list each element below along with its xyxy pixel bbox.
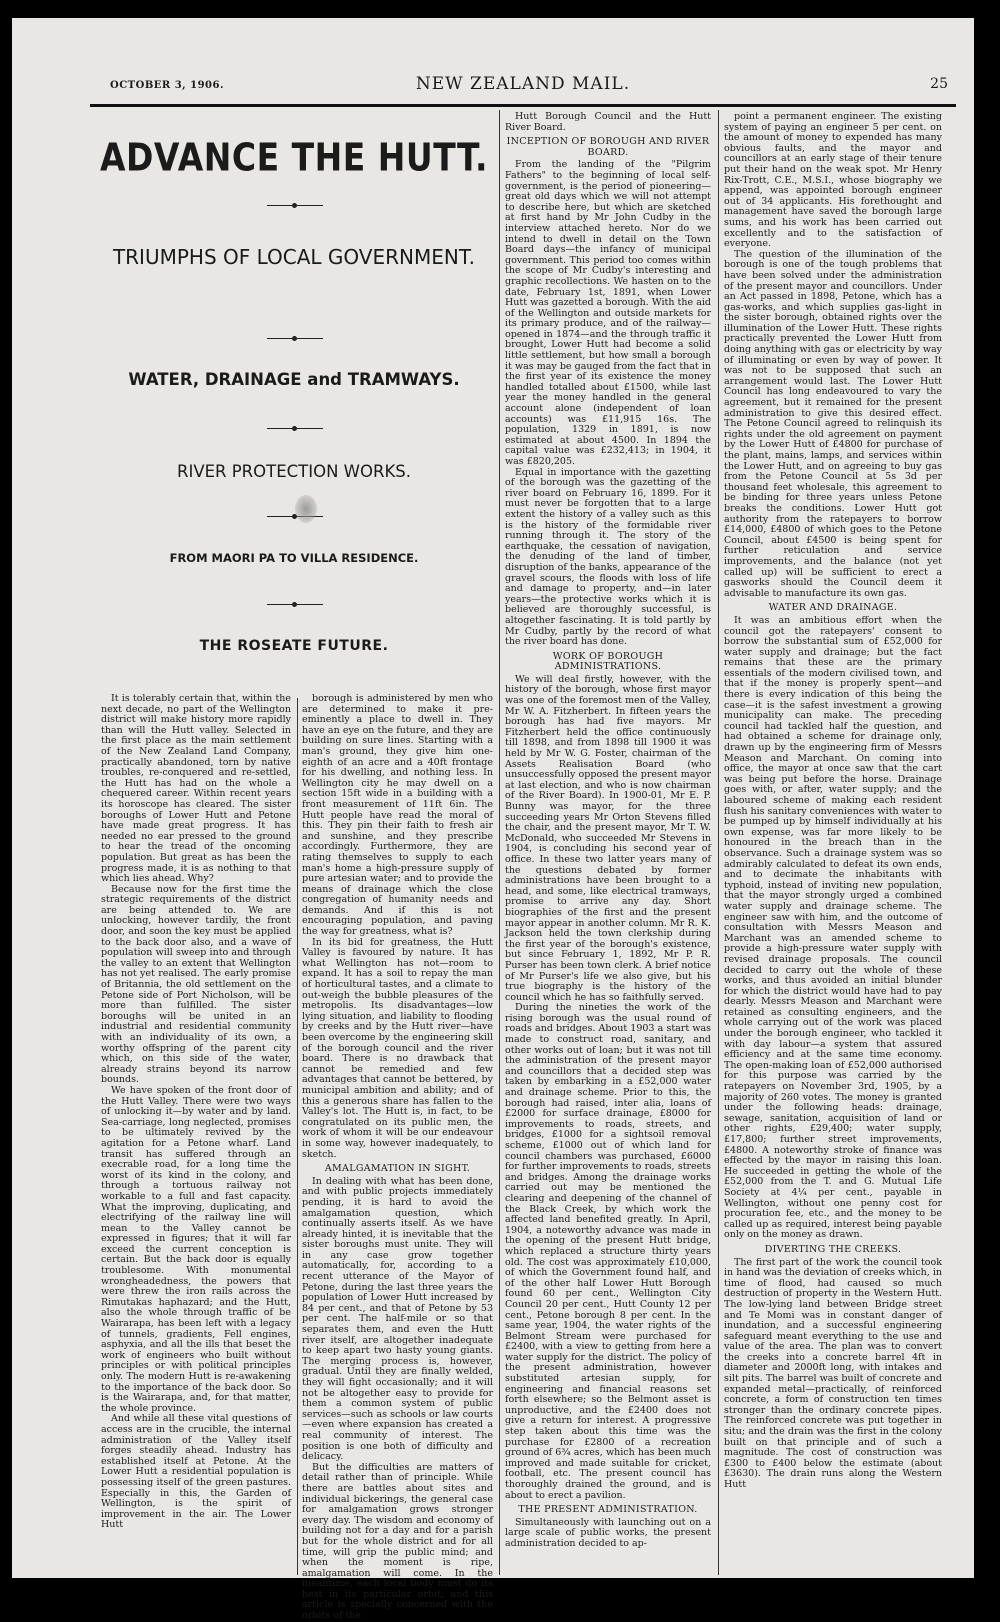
separator-ornament: [267, 205, 323, 206]
paragraph: Simultaneously with launching out on a large scale of public works, the present administration decided to ap-: [505, 1516, 711, 1549]
paragraph: We will deal firstly, however, with the history of the borough, whose first mayor was one of the foremost men of the Valley, Mr W. A. Fitzherbert. In fifteen years the borough has had five mayors. Mr Fitzherbert held the office continuously till 1898, and from 1898 till 1900 it was held by Mr W. G. Foster, chairman of the Assets Realisation Board (who unsuccessfully opposed the present mayor at last election, and who is now chairman of the River Board). In 1900-01, Mr E. P. Bunny was mayor, for the three succeeding years Mr Orton Stevens filled the chair, and the present mayor, Mr T. W. McDonald, who succeeded Mr Stevens in 1904, is concluding his second year of office. In these two latter years many of the questions debated by former administrations have been brought to a head, and some, like electrical tramways, promise to arrive any day. Short biographies of the first and the present mayor appear in another column. Mr R. K. Jackson held the town clerkship during the first year of the borough's existence, but since February 1, 1892, Mr P. R. Purser has been town clerk. A brief notice of Mr Purser's life we also give, but his true biography is the history of the council which he has so faithfully served.: [505, 673, 711, 1003]
paragraph: point a permanent engineer. The existing system of paying an engineer 5 per cent. on the amount of money to expended has many obvious faults, and the mayor and councillors at an early stage of their tenure put their hand on the weak spot. Mr Henry Rix-Trott, C.E., M.S.I., whose biography we append, was appointed borough engineer out of 34 applicants. His forethought and management have saved the borough large sums, and his work has been carried out excellently and to the satisfaction of everyone.: [724, 111, 942, 250]
separator-ornament: [267, 338, 323, 339]
article-column-4: [724, 112, 942, 1572]
subheadline-maori-pa: FROM MAORI PA TO VILLA RESIDENCE.: [169, 551, 419, 565]
section-heading: DIVERTING THE CREEKS.: [764, 1243, 902, 1255]
page-number: 25: [930, 76, 948, 92]
section-heading: INCEPTION OF BOROUGH AND RIVER BOARD.: [506, 136, 710, 158]
separator-ornament: [267, 604, 323, 605]
newspaper-page: [12, 18, 974, 1622]
subheadline-local-government: TRIUMPHS OF LOCAL GOVERNMENT.: [112, 245, 476, 269]
paragraph: Hutt Borough Council and the Hutt River Board.: [505, 111, 711, 133]
subheadline-roseate-future: THE ROSEATE FUTURE.: [199, 638, 389, 654]
subheadline-water-drainage: WATER, DRAINAGE and TRAMWAYS.: [128, 370, 460, 389]
paragraph: borough is administered by men who are determined to make it pre-eminently a place to dwell in. They have an eye on the future, and they are building on sure lines. Starting with a man's ground, they give him one-eighth of an acre and a 40ft frontage for his dwelling, and nothing less. In Wellington city he may dwell on a section 15ft wide in a building with a front measurement of 11ft 6in. The Hutt people have read the moral of this. They pin their faith to fresh air and sunshine, and they prescribe accordingly. Furthermore, they are rating themselves to supply to each man's home a high-pressure supply of pure artesian water; and to provide the means of drainage which the close congregation of humanity needs and demands. And if this is not encouraging population, and paving the way for greatness, what is?: [302, 693, 493, 938]
article-column-3: [505, 112, 711, 1572]
paragraph: We have spoken of the front door of the Hutt Valley. There were two ways of unlocking it—by water and by land. Sea-carriage, long neglected, promises to be ultimately revived by the agitation for a Petone wharf. Land transit has suffered through an execrable road, for a long time the worst of its kind in the colony, and through a tortuous railway not workable to a full and fast capacity. What the improving, duplicating, and electrifying of the railway line will mean to the Valley cannot be expressed in figures; that it will far exceed the current conception is certain. But the back door is equally troublesome. With monumental wrongheadedness, the powers that were threw the iron rails across the Rimutakas haphazard; and the Hutt, also the whole through traffic of be Wairarapa, has been left with a legacy of tunnels, gradients, Fell engines, asphyxia, and all the ills that beset the work of engineers who built without principles or with political principles only. The modern Hutt is re-awakening to the importance of the back door. So is the Wairarapa, and, for that matter, the whole province.: [101, 1084, 291, 1414]
paragraph: But the difficulties are matters of detail rather than of principle. While there are battles about sites and individual bickerings, the general case for amalgamation grows stronger every day. The wisdom and economy of building not for a day and for a parish but for the whole district and for all time, will grip the public mind; and when the moment is ripe, amalgamation will come. In the meantime, each local body must do its best in its particular orbit; and this article is specially concerned with the orbits of the: [302, 1461, 493, 1622]
section-heading: AMALGAMATION IN SIGHT.: [324, 1163, 471, 1175]
column-divider: [297, 698, 298, 1575]
main-headline: ADVANCE THE HUTT.: [99, 135, 489, 180]
headline-block: [90, 118, 498, 698]
article-column-1: [101, 694, 291, 1572]
print-smudge: [295, 495, 317, 523]
section-heading: THE PRESENT ADMINISTRATION.: [518, 1504, 698, 1516]
paragraph: It was an ambitious effort when the council got the ratepayers' consent to borrow the substantial sum of £52,000 for water supply and drainage; but the fact remains that these are the primary essentials of the modern civilised town, and that if the money is properly spent—and there is every indication of this being the case—it is the safest investment a growing municipality can make. The preceding council had tackled half the question, and had obtained a scheme for drainage only, drawn up by the engineering firm of Messrs Meason and Marchant. On coming into office, the mayor at once saw that the cart was being put before the horse. Drainage goes with, or after, water supply; and the laboured scheme of making each resident flush his sanitary conveniences with water to be pumped up by himself individually at his own expense, was far more likely to be honoured in the breach than in the observance. Such a drainage system was so admirably calculated to defeat its own ends, and to decimate the inhabitants with typhoid, instead of inviting new population, that the mayor strongly urged a combined water supply and drainage scheme. The engineer saw with him, and the outcome of consultation with Messrs Meason and Marchant was an amended scheme to provide a high-pressure water supply with revised drainage proposals. The council decided to carry out the whole of these works, and thus avoided an initial blunder for which the district would have had to pay dearly. Messrs Meason and Marchant were retained as consulting engineers, and the whole carrying out of the work was placed under the borough engineer, who tackled it with day labour—a system that assured efficiency and at the same time economy. The open-making loan of £52,000 authorised for this purpose was carried by the ratepayers on November 3rd, 1905, by a majority of 260 votes. The money is granted under the following heads: drainage, sewage, sanitation, acquisition of land or other rights, £29,400; water supply, £17,800; further street improvements, £4800. A noteworthy stroke of finance was effected by the mayor in raising this loan. He succeeded in getting the whole of the £52,000 from the T. and G. Mutual Life Society at 4¼ per cent., payable in Wellington, without one penny cost for procuration fee, etc., and the money to be called up as required, interest being payable only on the money as drawn.: [724, 614, 942, 1241]
section-heading: WORK OF BOROUGH ADMINISTRATIONS.: [552, 650, 664, 673]
column-divider: [718, 110, 719, 1575]
paragraph: The question of the illumination of the borough is one of the tough problems that have been solved under the administration of the present mayor and councillors. Under an Act passed in 1898, Petone, which has a gas-works, and which supplies gas-light in the sister borough, obtained rights over the illumination of the Lower Hutt. These rights practically prevented the Lower Hutt from doing anything with gas or electricity by way of illuminating or even by way of power. It was not to be supposed that such an arrangement would last. The Lower Hutt Council has long endeavoured to vary the agreement, but it remained for the present administration to give this desired effect. The Petone Council agreed to relinquish its rights under the old agreement on payment by the Lower Hutt of £4800 for purchase of the plant, mains, lamps, and services within the Lower Hutt, and on agreeing to buy gas from the Petone Council at 5s 3d per thousand feet wholesale, this agreement to be binding for three years unless Petone breaks the conditions. Lower Hutt got authority from the ratepayers to borrow £14,000, £4800 of which goes to the Petone Council, about £4500 is being spent for further reticulation and service improvements, and the balance (not yet called up) will be sufficient to erect a gasworks should the Council deem it advisable to manufacture its own gas.: [724, 248, 942, 599]
paragraph: It is tolerably certain that, within the next decade, no part of the Wellington district will make history more rapidly than will the Hutt valley. Selected in the first place as the main settlement of the New Zealand Land Company, practically abandoned, torn by native troubles, re-conquered and re-settled, the Hutt has had on the whole a chequered career. Within recent years its horoscope has cleared. The sister boroughs of Lower Hutt and Petone have made great progress. It has needed no ear pressed to the ground to hear the tread of the oncoming population. But great as has been the progress made, it is as nothing to that which lies ahead. Why?: [101, 693, 291, 885]
issue-date: OCTOBER 3, 1906.: [110, 80, 224, 91]
paragraph: Equal in importance with the gazetting of the borough was the gazetting of the river board on February 16, 1899. For it must never be forgotten that to a large extent the history of a valley such as this is the history of the formidable river running through it. The story of the earthquake, the cessation of navigation, the denuding of the land of timber, disruption of the banks, appearance of the gravel scours, the floods with loss of life and damage to property, and—in later years—the protective works which it is believed are thoroughly successful, is altogether fascinating. It is told partly by Mr Cudby, partly by the record of what the river board has done.: [505, 466, 711, 648]
section-heading: WATER AND DRAINAGE.: [768, 602, 898, 614]
paragraph: In dealing with what has been done, and with public projects immediately pending, it is hard to avoid the amalgamation question, which continually asserts itself. As we have already hinted, it is inevitable that the sister boroughs must unite. They will in any case grow together automatically, for, according to a recent utterance of the Mayor of Petone, during the last three years the population of Lower Hutt increased by 84 per cent., and that of Petone by 53 per cent. The half-mile or so that separates them, and even the Hutt river itself, are altogether inadequate to keep apart two hasty young giants. The merging process is, however, gradual. Until they are finally welded, they will fight occasionally; and it will not be altogether easy to provide for them a common system of public services—such as schools or law courts—even where expansion has created a real community of interest. The position is one both of difficulty and delicacy.: [302, 1175, 493, 1463]
separator-ornament: [267, 428, 323, 429]
article-column-2: [302, 693, 493, 1622]
subheadline-river-protection: RIVER PROTECTION WORKS.: [176, 462, 411, 481]
paragraph: In its bid for greatness, the Hutt Valley is favoured by nature. It has what Wellington has not—room to expand. It has a soil to repay the man of horticultural tastes, and a climate to out-weigh the bubble pleasures of the metropolis. Its disadvantages—low lying situation, and liability to flooding by creeks and by the Hutt river—have been overcome by the engineering skill of the borough council and the river board. There is no drawback that cannot be remedied and few advantages that cannot be bettered, by municipal ambition and ability; and of this a generous share has fallen to the Valley's lot. The Hutt is, in fact, to be congratulated on its public men, the work of whom it will be our endeavour in some way, however inadequately, to sketch.: [302, 936, 493, 1160]
paragraph: From the landing of the "Pilgrim Fathers" to the beginning of local self-government, is the period of pioneering—great old days which we will not attempt to describe here, but which are sketched at first hand by Mr John Cudby in the interview attached hereto. Nor do we intend to dwell in detail on the Town Board days—the infancy of municipal government. This period too comes within the scope of Mr Cudby's interesting and graphic recollections. We hasten on to the date, February 1st, 1891, when Lower Hutt was gazetted a borough. With the aid of the Wellington and outside markets for its primary produce, and of the railway—opened in 1874—and the through traffic it brought, Lower Hutt had become a solid little settlement, but how small a borough it was may be gauged from the fact that in the first year of its existence the money handled totalled about £1500, while last year the money handled in the general account alone (independent of loan accounts) was £11,915 16s. The population, 1329 in 1891, is now estimated at about 4500. In 1894 the capital value was £232,413; in 1904, it was £820,205.: [505, 159, 711, 467]
column-divider: [499, 110, 500, 1575]
paragraph: Because now for the first time the strategic requirements of the district are being attended to. We are unlocking, however tardily, the front door, and soon the key must be applied to the back door also, and a wave of population will sweep into and through the valley to an extent that Wellington has not yet realised. The early promise of Britannia, the old settlement on the Petone side of Port Nicholson, will be more than fulfilled. The sister boroughs will be united in an industrial and residential community with an individuality of its own, a worthy offspring of the parent city which, on this side of the water, already strains beyond its narrow bounds.: [101, 883, 291, 1086]
masthead: NEW ZEALAND MAIL.: [415, 74, 631, 94]
page-header: [90, 66, 956, 106]
paragraph: And while all these vital questions of access are in the crucible, the internal administration of the Valley itself forges steadily ahead. Industry has established itself at Petone. At the Lower Hutt a residential population is possessing itself of the green pastures. Especially in this, the Garden of Wellington, is the spirit of improvement in the air. The Lower Hutt: [101, 1413, 291, 1531]
header-rule: [90, 104, 956, 107]
paragraph: The first part of the work the council took in hand was the deviation of creeks which, in time of flood, had caused so much destruction of property in the Western Hutt. The low-lying land between Bridge street and Te Momi was in constant danger of inundation, and a successful engineering safeguard meant everything to the use and value of the area. The plan was to convert the creeks into a concrete barrel 4ft in diameter and 2000ft long, with intakes and silt pits. The barrel was built of concrete and expanded metal—practically, of reinforced concrete, a form of construction ten times stronger than the ordinary concrete pipes. The reinforced concrete was put together in situ; and the drain was the first in the colony built on that principle and of such a magnitude. The cost of construction was £300 to £400 below the estimate (about £3630). The drain runs along the Western Hutt: [724, 1256, 942, 1490]
paragraph: During the nineties the work of the rising borough was the usual round of roads and bridges. About 1903 a start was made to construct road, sanitary, and other works out of loan; but it was not till the administration of the present mayor and councillors that a decided step was taken by embarking in a £52,000 water and drainage scheme. Prior to this, the borough had raised, inter alia, loans of £2000 for surface drainage, £8000 for improvements to roads, streets, and bridges, £1000 for a sightsoil removal scheme, £1000 out of which land for council chambers was purchased, £6000 for further improvements to roads, streets and bridges. Among the drainage works carried out may be mentioned the clearing and deepening of the channel of the Black Creek, by which work the affected land benefited greatly. In April, 1904, a noteworthy advance was made in the opening of the present Hutt bridge, which replaced a structure thirty years old. The cost was approximately £10,000, of which the Government found half, and of the other half Lower Hutt Borough found 60 per cent., Wellington City Council 20 per cent., Hutt County 12 per cent., Petone borough 8 per cent. In the same year, 1904, the water rights of the Belmont Stream were purchased for £2400, with a view to getting from here a water supply for the district. The policy of the present administration, however substituted artesian supply, for engineering and financial reasons set forth elsewhere; so the Belmont asset is unproductive, and the £2400 does not give a return for interest. A progressive step taken about this time was the purchase for £2800 of a recreation ground of 6¾ acres, which has been much improved and made suitable for cricket, football, etc. The present council has thoroughly drained the ground, and is about to erect a pavilion.: [505, 1002, 711, 1501]
